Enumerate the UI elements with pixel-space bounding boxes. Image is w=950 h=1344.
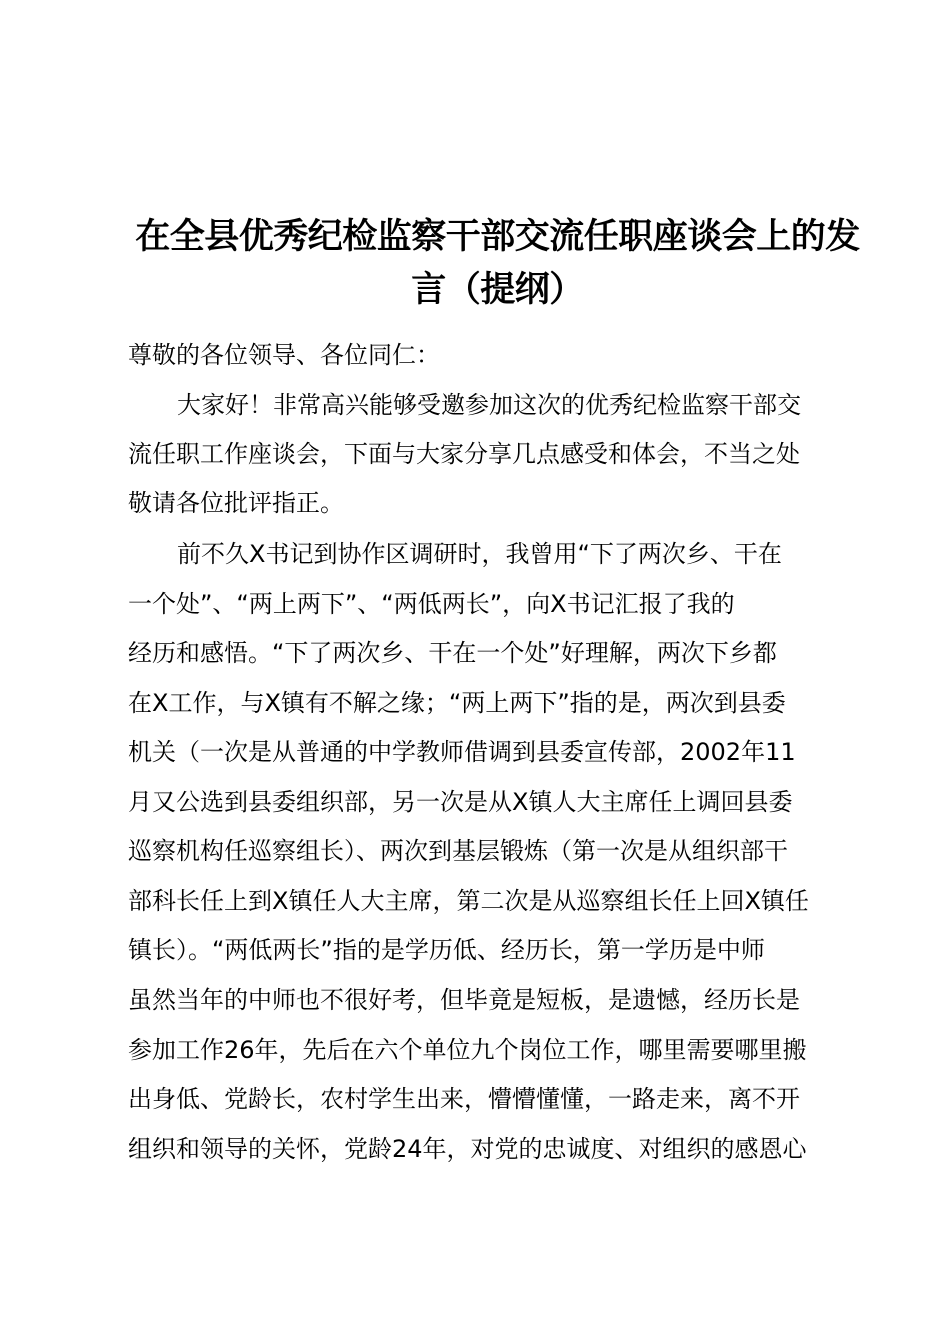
body-line: 大家好！非常高兴能够受邀参加这次的优秀纪检监察干部交 <box>177 391 801 419</box>
body-line: 前不久X书记到协作区调研时，我曾用“下了两次乡、干在 <box>177 540 782 568</box>
body-line: 组织和领导的关怀，党龄24年，对党的忠诚度、对组织的感恩心 <box>128 1135 807 1163</box>
body-line: 敬请各位批评指正。 <box>128 489 344 517</box>
body-line: 虽然当年的中师也不很好考，但毕竟是短板，是遗憾，经历长是 <box>128 986 800 1014</box>
body-line: 一个处”、“两上两下”、“两低两长”，向X书记汇报了我的 <box>128 590 735 618</box>
body-line: 镇长）。“两低两长”指的是学历低、经历长，第一学历是中师 <box>128 936 765 964</box>
body-line: 月又公选到县委组织部，另一次是从X镇人大主席任上调回县委 <box>128 788 793 816</box>
body-line: 部科长任上到X镇任人大主席，第二次是从巡察组长任上回X镇任 <box>128 887 809 915</box>
body-line: 在X工作，与X镇有不解之缘；“两上两下”指的是，两次到县委 <box>128 689 786 717</box>
document-title-line-2: 言（提纲） <box>411 270 584 310</box>
body-line: 出身低、党龄长，农村学生出来，懵懵懂懂，一路走来，离不开 <box>128 1085 800 1113</box>
body-line: 经历和感悟。“下了两次乡、干在一个处”好理解，两次下乡都 <box>128 639 777 667</box>
body-line: 流任职工作座谈会，下面与大家分享几点感受和体会，不当之处 <box>128 440 800 468</box>
body-line: 参加工作26年，先后在六个单位九个岗位工作，哪里需要哪里搬 <box>128 1036 807 1064</box>
body-line: 机关（一次是从普通的中学教师借调到县委宣传部，2002年11 <box>128 738 796 766</box>
document-title-line-1: 在全县优秀纪检监察干部交流任职座谈会上的发 <box>135 217 860 257</box>
salutation: 尊敬的各位领导、各位同仁： <box>128 341 440 369</box>
body-line: 巡察机构任巡察组长）、两次到基层锻炼（第一次是从组织部干 <box>128 837 788 865</box>
